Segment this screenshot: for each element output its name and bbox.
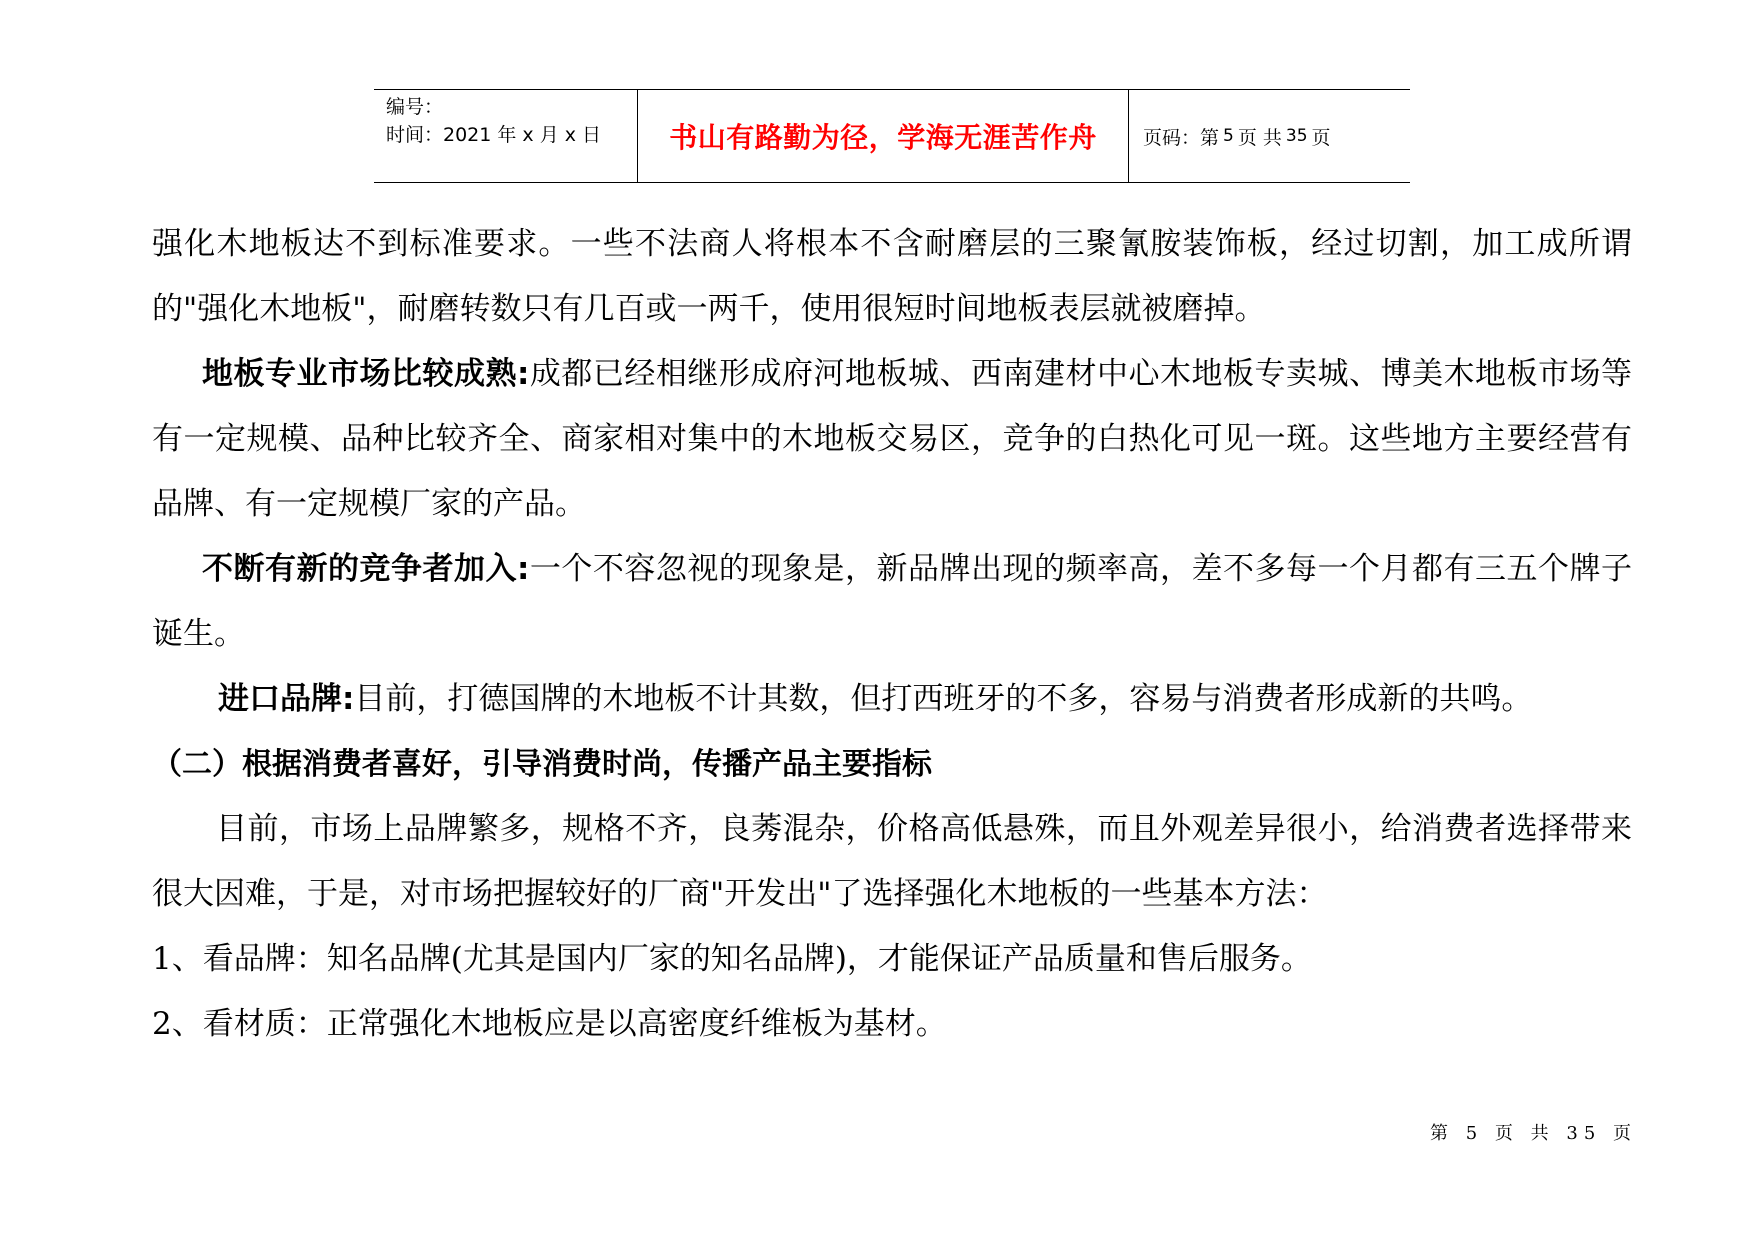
header-info-cell: [374, 90, 638, 182]
page-footer: 第 5 页 共 35 页: [1430, 1123, 1637, 1144]
paragraph-text: 目前，打德国牌的木地板不计其数，但打西班牙的不多，容易与消费者形成新的共鸣。: [354, 681, 1533, 717]
paragraph-heading: 地板专业市场比较成熟:: [202, 356, 530, 392]
header-table: [374, 89, 1410, 183]
paragraph-text: 一个不容忽视的现象是，新品牌出现的频率高，差不多每一个月都有三五个牌子诞生。: [152, 551, 1632, 652]
list-item-brand: 1、看品牌：知名品牌(尤其是国内厂家的知名品牌)，才能保证产品质量和售后服务。: [152, 941, 1312, 977]
paragraph-heading: 不断有新的竞争者加入:: [202, 551, 530, 587]
page-current: 5: [1223, 126, 1234, 146]
paragraph-heading: 进口品牌:: [218, 681, 355, 717]
page-label-suffix: 页: [1311, 126, 1331, 149]
header-page-cell: [1129, 90, 1410, 182]
list-item-material: 2、看材质：正常强化木地板应是以高密度纤维板为基材。: [152, 1006, 947, 1042]
code-label: 编号：: [386, 96, 444, 118]
paragraph-selection-intro: 目前，市场上品牌繁多，规格不齐，良莠混杂，价格高低悬殊，而且外观差异很小，给消费者选择带来很大因难，于是，对市场把握较好的厂商"开发出"了选择强化木地板的一些基本方法：: [152, 811, 1632, 912]
paragraph-floor-quality: 强化木地板达不到标准要求。一些不法商人将根本不含耐磨层的三聚氰胺装饰板，经过切割，加工成所谓的"强化木地板"，耐磨转数只有几百或一两千，使用很短时间地板表层就被磨掉。: [152, 226, 1632, 327]
section-title: （二）根据消费者喜好，引导消费时尚，传播产品主要指标: [152, 747, 932, 782]
page-label-mid: 页 共: [1237, 126, 1282, 149]
document-body: [152, 212, 1632, 1057]
paragraph-text: 成都已经相继形成府河地板城、西南建材中心木地板专卖城、博美木地板市场等有一定规模、品种比较齐全、商家相对集中的木地板交易区，竞争的白热化可见一斑。这些地方主要经营有品牌、有一定规模厂家的产品。: [152, 356, 1632, 522]
header-motto-cell: [638, 90, 1129, 182]
paragraph-market-mature: [152, 342, 1632, 537]
page-total: 35: [1285, 126, 1308, 146]
page-label-prefix: 页码：第: [1143, 126, 1220, 149]
time-label: 时间：2021 年 x 月 x 日: [386, 124, 602, 146]
paragraph-new-competitors: [152, 537, 1632, 667]
paragraph-import-brands: [152, 667, 1632, 732]
motto-text: 书山有路勤为径，学海无涯苦作舟: [669, 121, 1097, 154]
